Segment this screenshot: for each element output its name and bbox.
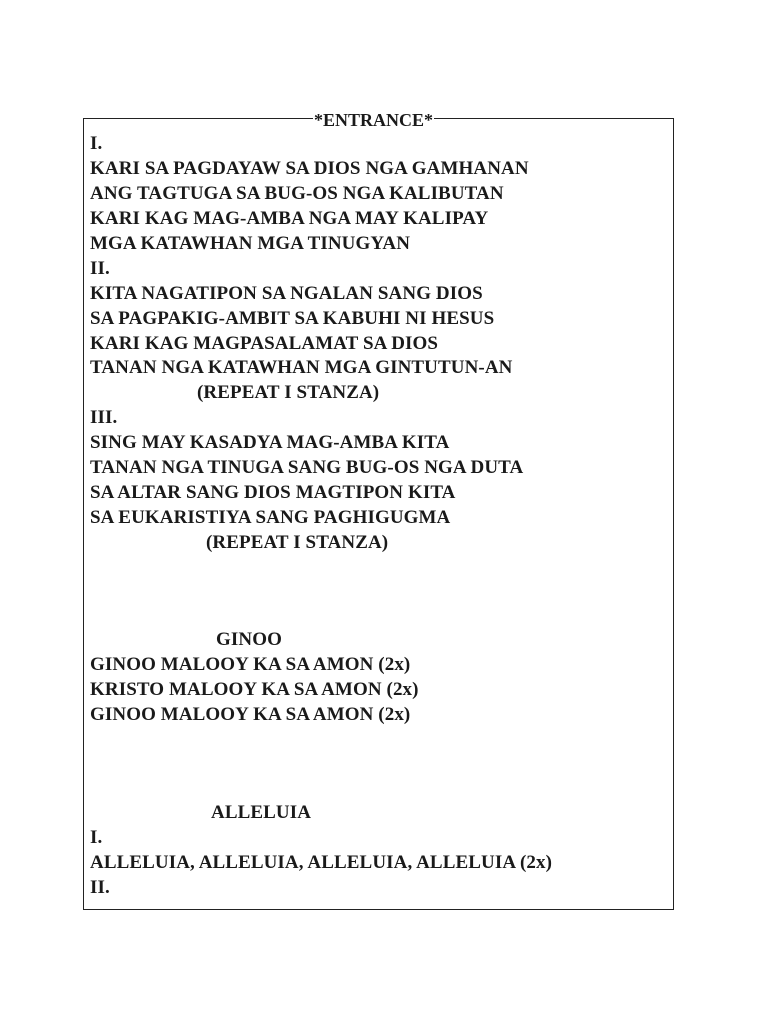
ginoo-title: GINOO xyxy=(216,629,282,650)
lyric-line: GINOO MALOOY KA SA AMON (2x) xyxy=(90,654,411,675)
lyric-line: SA EUKARISTIYA SANG PAGHIGUGMA xyxy=(90,507,451,528)
alleluia-stanza-2-label: II. xyxy=(90,877,110,898)
lyric-line: KITA NAGATIPON SA NGALAN SANG DIOS xyxy=(90,283,483,304)
lyric-line: SA ALTAR SANG DIOS MAGTIPON KITA xyxy=(90,482,456,503)
repeat-note: (REPEAT I STANZA) xyxy=(197,382,380,403)
stanza-2-label: II. xyxy=(90,258,110,279)
alleluia-title: ALLELUIA xyxy=(211,802,312,823)
lyric-line: SING MAY KASADYA MAG-AMBA KITA xyxy=(90,432,450,453)
lyric-line: KARI KAG MAG-AMBA NGA MAY KALIPAY xyxy=(90,208,489,229)
lyric-line: TANAN NGA KATAWHAN MGA GINTUTUN-AN xyxy=(90,357,513,378)
stanza-1-label: I. xyxy=(90,133,103,154)
lyric-line: ALLELUIA, ALLELUIA, ALLELUIA, ALLELUIA (2x) xyxy=(90,852,553,873)
lyric-line: KARI SA PAGDAYAW SA DIOS NGA GAMHANAN xyxy=(90,158,529,179)
lyric-line: ANG TAGTUGA SA BUG-OS NGA KALIBUTAN xyxy=(90,183,504,204)
lyric-line: KARI KAG MAGPASALAMAT SA DIOS xyxy=(90,333,439,354)
lyric-line: GINOO MALOOY KA SA AMON (2x) xyxy=(90,704,411,725)
entrance-title: *ENTRANCE* xyxy=(314,110,434,130)
lyric-line: TANAN NGA TINUGA SANG BUG-OS NGA DUTA xyxy=(90,457,524,478)
lyric-line: MGA KATAWHAN MGA TINUGYAN xyxy=(90,233,411,254)
lyric-line: SA PAGPAKIG-AMBIT SA KABUHI NI HESUS xyxy=(90,308,495,329)
lyric-line: KRISTO MALOOY KA SA AMON (2x) xyxy=(90,679,419,700)
repeat-note: (REPEAT I STANZA) xyxy=(206,532,389,553)
alleluia-stanza-1-label: I. xyxy=(90,827,103,848)
stanza-3-label: III. xyxy=(90,407,118,428)
